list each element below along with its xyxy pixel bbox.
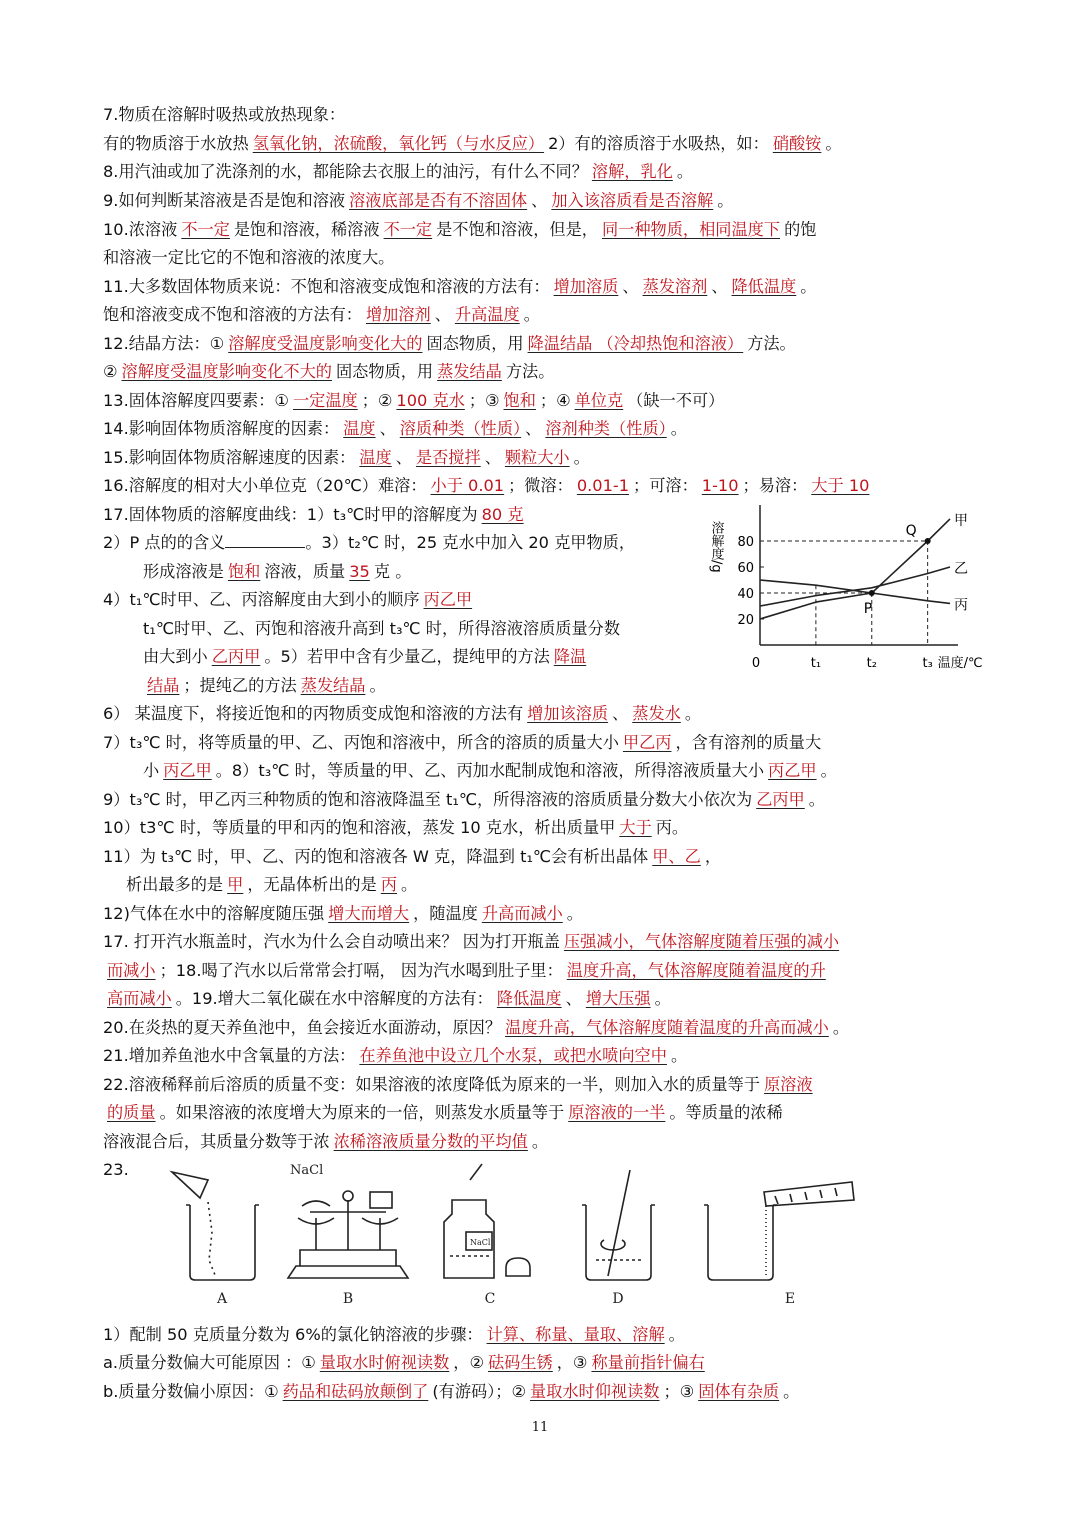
line-9b: 9）t₃℃ 时，甲乙丙三种物质的饱和溶液降温至 t₁℃，所得溶液的溶质质量分数大小依次为 乙丙甲 。	[103, 790, 825, 809]
series-label-甲: 甲	[954, 512, 968, 529]
x-tick-label: t₃	[922, 656, 933, 671]
y-tick-label: 80	[737, 535, 754, 550]
line-12b: 12)气体在水中的溶解度随压强 增大而增大 ，随温度 升高而减小 。	[103, 904, 583, 923]
lab-figures	[160, 1160, 880, 1310]
line-8b: 小 丙乙甲 。8）t₃℃ 时，等质量的甲、乙、丙加水配制成饱和溶液，所得溶液质量大小 丙乙甲 。	[143, 761, 837, 780]
line-8: 8.用汽油或加了洗涤剂的水，都能除去衣服上的油污，有什么不同？ 溶解，乳化 。	[103, 162, 694, 181]
line-19: 高而减小 。19.增大二氧化碳在水中溶解度的方法有： 降低温度 、 增大压强 。	[107, 989, 671, 1008]
line-22: 22.溶液稀释前后溶质的质量不变：如果溶液的浓度降低为原来的一半，则加入水的质量等于 原溶液	[103, 1075, 813, 1094]
line-10b: 10）t3℃ 时，等质量的甲和丙的饱和溶液，蒸发 10 克水，析出质量甲 大于 丙。	[103, 818, 689, 837]
figure-label-D: D	[612, 1291, 624, 1307]
line-10: 10.浓溶液 不一定 是饱和溶液，稀溶液 不一定 是不饱和溶液，但是， 同一种物质，相同温度下 的饱	[103, 220, 817, 239]
solubility-curve-chart	[700, 505, 982, 675]
y-tick-label: 60	[737, 561, 754, 576]
figure-a-beaker	[172, 1172, 259, 1280]
figure-label-B: B	[342, 1291, 354, 1307]
x-tick-label: t₂	[866, 656, 877, 671]
line-11b-cont: 析出最多的是 甲 ，无晶体析出的是 丙 。	[126, 875, 418, 894]
line-22-cont1: 的质量 。如果溶液的浓度增大为原来的一倍，则蒸发水质量等于 原溶液的一半 。等质量的浓稀	[107, 1103, 783, 1122]
line-10-cont: 和溶液一定比它的不饱和溶液的浓度大。	[103, 248, 395, 267]
figure-b-balance	[288, 1191, 408, 1278]
line-6: 6） 某温度下，将接近饱和的丙物质变成饱和溶液的方法有 增加该溶质 、 蒸发水 。	[103, 704, 702, 723]
figure-label-E: E	[784, 1291, 796, 1307]
line-7-title: 7.物质在溶解时吸热或放热现象：	[103, 105, 346, 124]
x-tick-label: 0	[751, 656, 761, 671]
line-12: 12.结晶方法：① 溶解度受温度影响变化大的 固态物质，用 降温结晶 （冷却热饱和溶液） 方法。	[103, 334, 796, 353]
y-tick-label: 20	[737, 613, 754, 628]
line-18: 而减小 ；18.喝了汽水以后常常会打嗝， 因为汽水喝到肚子里： 温度升高，气体溶解度随着温度的升	[107, 961, 826, 980]
line-23-1: 1）配制 50 克质量分数为 6%的氯化钠溶液的步骤： 计算、称量、量取、溶解 。	[103, 1325, 685, 1344]
figure-e-pouring	[704, 1182, 854, 1280]
jar-label: NaCl	[470, 1238, 491, 1247]
line-16: 16.溶解度的相对大小单位克（20℃）难溶： 小于 0.01 ；微溶： 0.01-1 ；可溶： 1-10 ；易溶： 大于 10	[103, 476, 870, 495]
series-label-丙: 丙	[954, 597, 968, 614]
point-label-Q: Q	[905, 523, 917, 539]
line-23-a: a.质量分数偏大可能原因 ：① 量取水时俯视读数 ，② 砝码生锈 ，③ 称量前指针偏右	[103, 1353, 705, 1372]
line-11-cont: 饱和溶液变成不饱和溶液的方法有： 增加溶剂 、 升高温度 。	[103, 305, 540, 324]
y-axis-label: 溶解度/g	[708, 521, 724, 573]
line-17-4: 4）t₁℃时甲、乙、丙溶解度由大到小的顺序 丙乙甲	[103, 590, 473, 609]
y-tick-label: 40	[737, 587, 754, 602]
solubility-chart-svg	[700, 505, 982, 675]
line-23-b: b.质量分数偏小原因：① 药品和砝码放颠倒了 (有游码）；② 量取水时仰视读数 ；③ 固体有杂质 。	[103, 1382, 800, 1401]
series-line-甲	[760, 519, 950, 619]
line-7-content: 有的物质溶于水放热 氢氧化钠，浓硫酸，氧化钙（与水反应） 2）有的溶质溶于水吸热，如： 硝酸铵 。	[103, 134, 842, 153]
point-label-P: P	[863, 601, 873, 617]
line-11: 11.大多数固体物质来说：不饱和溶液变成饱和溶液的方法有： 增加溶质 、 蒸发溶剂 、 降低温度 。	[103, 277, 817, 296]
line-7b: 7）t₃℃ 时，将等质量的甲、乙、丙饱和溶液中，所含的溶质的质量大小 甲乙丙 ，含有溶剂的质量大	[103, 733, 822, 752]
page-number: 11	[531, 1420, 549, 1435]
line-23: 23.	[103, 1160, 129, 1179]
line-9: 9.如何判断某溶液是否是饱和溶液 溶液底部是否有不溶固体 、 加入该溶质看是否溶解 。	[103, 191, 734, 210]
figure-d-stirring	[582, 1170, 655, 1280]
figure-label-C: C	[484, 1291, 496, 1307]
line-13: 13.固体溶解度四要素：① 一定温度 ；② 100 克水 ；③ 饱和 ；④ 单位克 （缺一不可）	[103, 391, 725, 410]
answer-blank	[225, 533, 305, 548]
point-Q	[925, 538, 931, 544]
line-17-5: t₁℃时甲、乙、丙饱和溶液升高到 t₃℃ 时，所得溶液溶质质量分数	[143, 619, 621, 638]
line-17-1: 17.固体物质的溶解度曲线：1）t₃℃时甲的溶解度为 80 克	[103, 505, 524, 524]
line-11b: 11）为 t₃℃ 时，甲、乙、丙的饱和溶液各 W 克，降温到 t₁℃会有析出晶体 甲、乙 ，	[103, 847, 721, 866]
line-22-cont2: 溶液混合后，其质量分数等于浓 浓稀溶液质量分数的平均值 。	[103, 1132, 549, 1151]
line-17b: 17. 打开汽水瓶盖时，汽水为什么会自动喷出来？ 因为打开瓶盖 压强减小，气体溶解度随着压强的减小	[103, 932, 840, 951]
line-21: 21.增加养鱼池水中含氧量的方法： 在养鱼池中设立几个水泵，或把水喷向空中 。	[103, 1046, 688, 1065]
line-17-6: 由大到小 乙丙甲 。5）若甲中含有少量乙，提纯甲的方法 降温	[143, 647, 587, 666]
line-17-3: 形成溶液是 饱和 溶液，质量 35 克 。	[143, 562, 412, 581]
x-axis-label: 温度/℃	[937, 656, 982, 671]
figure-c-reagent-jar	[444, 1164, 530, 1278]
line-17-7: 结晶 ；提纯乙的方法 蒸发结晶 。	[147, 676, 386, 695]
line-20: 20.在炎热的夏天养鱼池中，鱼会接近水面游动，原因？ 温度升高，气体溶解度随着温度的升高而减小 。	[103, 1018, 849, 1037]
series-label-乙: 乙	[954, 561, 968, 577]
x-tick-label: t₁	[810, 656, 822, 671]
line-17-2: 2）P 点的的含义 。3）t₂℃ 时，25 克水中加入 20 克甲物质，	[103, 533, 636, 552]
nacl-label: NaCl	[290, 1163, 324, 1178]
line-12-cont: ② 溶解度受温度影响变化不大的 固态物质，用 蒸发结晶 方法。	[103, 362, 555, 381]
line-14: 14.影响固体物质溶解度的因素： 温度 、 溶质种类（性质） 、 溶剂种类（性质） 。	[103, 419, 687, 438]
figure-label-A: A	[216, 1291, 228, 1307]
lab-figures-svg	[160, 1160, 880, 1310]
point-P	[869, 590, 875, 596]
line-15: 15.影响固体物质溶解速度的因素： 温度 、 是否搅拌 、 颗粒大小 。	[103, 448, 590, 467]
